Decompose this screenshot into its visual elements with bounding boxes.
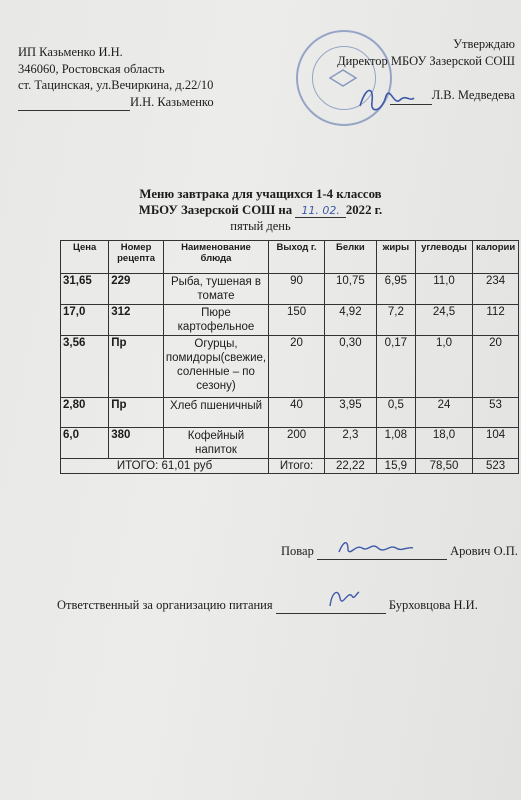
menu-table: [60, 240, 519, 474]
approve-word: Утверждаю: [453, 37, 515, 51]
table-row: 3,56 Пр Огурцы, помидоры(свежие, соленные – по сезону) 20 0,30 0,17 1,0 20: [61, 336, 519, 398]
table-row: 31,65 229 Рыба, тушеная в томате 90 10,75 6,95 11,0 234: [61, 274, 519, 305]
total-label: ИТОГО: 61,01 руб: [61, 459, 269, 474]
header-protein: Белки: [325, 241, 377, 274]
responsible-signature: [57, 598, 478, 614]
total-itogo: Итого:: [269, 459, 325, 474]
header-price: Цена: [61, 241, 109, 274]
org-address-2: ст. Тацинская, ул.Вечиркина, д.22/10: [18, 78, 214, 92]
org-address-1: 346060, Ростовская область: [18, 61, 165, 76]
approve-position: Директор МБОУ Зазерской СОШ: [337, 53, 515, 68]
responsible-handwritten-signature: [326, 586, 362, 610]
table-row: 6,0 380 Кофейный напиток 200 2,3 1,08 18,0 104: [61, 428, 519, 459]
title-line-1: Меню завтрака для учащихся 1-4 классов: [139, 187, 382, 201]
total-calories: 523: [473, 459, 519, 474]
header-recipe: Номер рецепта: [109, 241, 164, 274]
header-output: Выход г.: [269, 241, 325, 274]
header-carbs: углеводы: [415, 241, 472, 274]
cook-name: Арович О.П.: [450, 544, 518, 558]
table-total-row: [61, 459, 519, 474]
responsible-name: Бурховцова Н.И.: [388, 598, 478, 612]
org-signer: И.Н. Казьменко: [130, 94, 214, 109]
menu-day: пятый день: [230, 219, 291, 233]
total-carbs: 78,50: [415, 459, 472, 474]
menu-title: [0, 186, 521, 234]
table-header-row: [61, 241, 519, 274]
table-row: 17,0 312 Пюре картофельное 150 4,92 7,2 24,5 112: [61, 305, 519, 336]
header-dish: Наименование блюда: [163, 241, 268, 274]
header-fat: жиры: [376, 241, 415, 274]
title-line-2: МБОУ Зазерской СОШ на 11. 02. 2022 г.: [138, 203, 383, 217]
header-calories: калории: [473, 241, 519, 274]
org-signature-line: [18, 94, 214, 112]
director-signature: [356, 82, 416, 118]
organization-block: [18, 44, 214, 111]
cook-handwritten-signature: [336, 536, 416, 558]
total-fat: 15,9: [376, 459, 415, 474]
menu-date: 11. 02.: [295, 204, 345, 218]
approve-signer: Л.В. Медведева: [431, 88, 515, 102]
total-protein: 22,22: [325, 459, 377, 474]
org-name: ИП Казьменко И.Н.: [18, 45, 123, 59]
table-row: 2,80 Пр Хлеб пшеничный 40 3,95 0,5 24 53: [61, 398, 519, 428]
cook-label: Повар: [281, 544, 314, 558]
responsible-label: Ответственный за организацию питания: [57, 598, 273, 612]
